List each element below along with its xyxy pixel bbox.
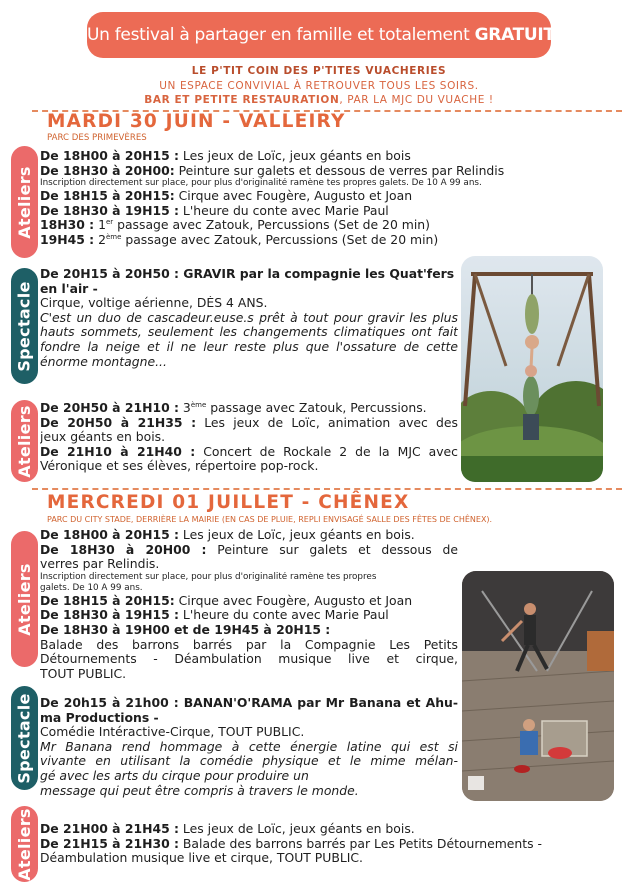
day2-ateliers-2 [40, 822, 610, 866]
show-description: gé avec les arts du cirque pour produire un [40, 768, 309, 783]
day2-ateliers-1 [40, 528, 458, 681]
schedule-line: De 20H50 à 21H10 : 3ème passage avec Zatouk, Percussions. [40, 401, 427, 415]
header-banner [87, 12, 568, 58]
schedule-line: De 21H10 à 21H40 : Concert de Rockale 2 de la MJC avec [40, 444, 458, 459]
show-description: énorme montagne... [40, 354, 167, 369]
intro-bar [0, 94, 638, 106]
schedule-line: De 18H30 à 20H00 : Peinture sur galets et dessous de [40, 542, 458, 557]
schedule-line: De 18H30 à 20H00: Peinture sur galets et dessous de verres par Relindis [40, 163, 505, 178]
show-description: hauts sommets, seulement les changements climatiques ont fait [40, 325, 458, 340]
ateliers-label: Ateliers [11, 806, 38, 882]
schedule-line: De 20H50 à 21H35 : Les jeux de Loïc, animation avec des [40, 415, 458, 430]
schedule-note: galets. De 10 À 99 ans. [40, 582, 143, 593]
intro-line: UN ESPACE CONVIVIAL À RETROUVER TOUS LES SOIRS. [159, 80, 479, 92]
show-description: fondre la neige et il ne leur reste plus que l'ossature de cette [40, 339, 458, 354]
spectacle-label: Spectacle [11, 268, 38, 384]
photo-street-circus [462, 571, 614, 801]
day1-spectacle [40, 267, 458, 369]
day2-title: MERCREDI 01 JUILLET - CHÊNEX [47, 492, 410, 513]
day1-title: MARDI 30 JUIN - VALLEIRY [47, 111, 346, 132]
schedule-line-cont: verres par Relindis. [40, 557, 160, 572]
show-title-cont: en l'air - [40, 281, 98, 296]
show-description: message qui peut être compris à travers le monde. [40, 783, 359, 798]
day2-place: PARC DU CITY STADE, DERRIÈRE LA MAIRIE (EN CAS DE PLUIE, REPLI ENVISAGÉ SALLE DES FÊTES DE CHÊNEX). [47, 515, 493, 524]
day1-ateliers-2 [40, 401, 458, 474]
schedule-line: De 18H15 à 20H15: Cirque avec Fougère, Augusto et Joan [40, 189, 413, 204]
show-title: De 20H15 à 20H50 : GRAVIR par la compagnie les Quat'fers [40, 267, 455, 281]
photo-aerial-acrobats-illustration [461, 256, 603, 482]
schedule-line: 18H30 : 1er passage avec Zatouk, Percussions (Set de 20 min) [40, 218, 430, 233]
schedule-line: De 18H15 à 20H15: Cirque avec Fougère, Augusto et Joan [40, 593, 413, 608]
schedule-line-cont: TOUT PUBLIC. [40, 666, 127, 681]
spectacle-label: Spectacle [11, 686, 38, 790]
schedule-line-cont: Balade des barrons barrés par la Compagnie Les Petits [40, 637, 458, 652]
show-title-cont: ma Productions - [40, 710, 159, 725]
divider-dashed [32, 488, 622, 490]
schedule-line: De 18H00 à 20H15 : Les jeux de Loïc, jeux géants en bois. [40, 528, 415, 542]
day2-spectacle [40, 696, 458, 798]
day1-place: PARC DES PRIMEVÈRES [47, 133, 147, 143]
banner-text: Un festival à partager en famille et totalement [87, 25, 475, 45]
schedule-line: 19H45 : 2ème passage avec Zatouk, Percussions (Set de 20 min) [40, 232, 439, 247]
show-description: Mr Banana rend hommage à cette énergie latine qui est si [40, 739, 458, 754]
schedule-line: De 21H00 à 21H45 : Les jeux de Loïc, jeux géants en bois. [40, 822, 415, 836]
photo-aerial-acrobats [461, 256, 603, 482]
show-title: De 20h15 à 21h00 : BANAN'O'RAMA par Mr Banana et Ahu- [40, 696, 458, 710]
banner-bold: GRATUIT ! [474, 25, 568, 45]
schedule-line-cont: jeux géants en bois. [40, 430, 166, 445]
schedule-line: De 18H30 à 19H15 : L'heure du conte avec Marie Paul [40, 203, 389, 218]
ateliers-label: Ateliers [11, 531, 38, 667]
schedule-line: De 21H15 à 21H30 : Balade des barrons barrés par Les Petits Détournements - [40, 836, 542, 851]
schedule-note: Inscription directement sur place, pour plus d'originalité ramène tes propres [40, 571, 377, 582]
intro-title: LE P'TIT COIN DES P'TITES VUACHERIES [191, 65, 447, 77]
photo-street-circus-illustration [462, 571, 614, 801]
schedule-line-cont: Déambulation musique live et cirque, TOUT PUBLIC. [40, 851, 363, 866]
ateliers-label: Ateliers [11, 400, 38, 482]
schedule-line: De 18H30 à 19H00 et de 19H45 à 20H15 : [40, 622, 331, 637]
show-description: vivante en utilisant la comédie physique et le mime mélan- [40, 754, 458, 769]
schedule-line: De 18H00 à 20H15 : Les jeux de Loïc, jeux géants en bois [40, 149, 411, 163]
schedule-line-cont: Véronique et ses élèves, répertoire pop-rock. [40, 459, 319, 474]
day1-ateliers-1 [40, 149, 570, 248]
show-type: Cirque, voltige aérienne, DÈS 4 ANS. [40, 296, 268, 311]
show-type: Comédie Intéractive-Cirque, TOUT PUBLIC. [40, 725, 305, 740]
show-description: C'est un duo de cascadeur.euse.s prêt à tout pour gravir les plus [40, 310, 458, 325]
schedule-note: Inscription directement sur place, pour plus d'originalité ramène tes propres galets. De 10 À 99 ans. [40, 178, 482, 189]
ateliers-label: Ateliers [11, 146, 38, 258]
schedule-line: De 18H30 à 19H15 : L'heure du conte avec Marie Paul [40, 608, 389, 623]
intro-bar-rest: , PAR LA MJC DU VUACHE ! [339, 94, 494, 106]
intro-bar-bold: BAR ET PETITE RESTAURATION [144, 94, 340, 106]
schedule-line-cont: Détournements - Déambulation musique live et cirque, [40, 652, 458, 667]
